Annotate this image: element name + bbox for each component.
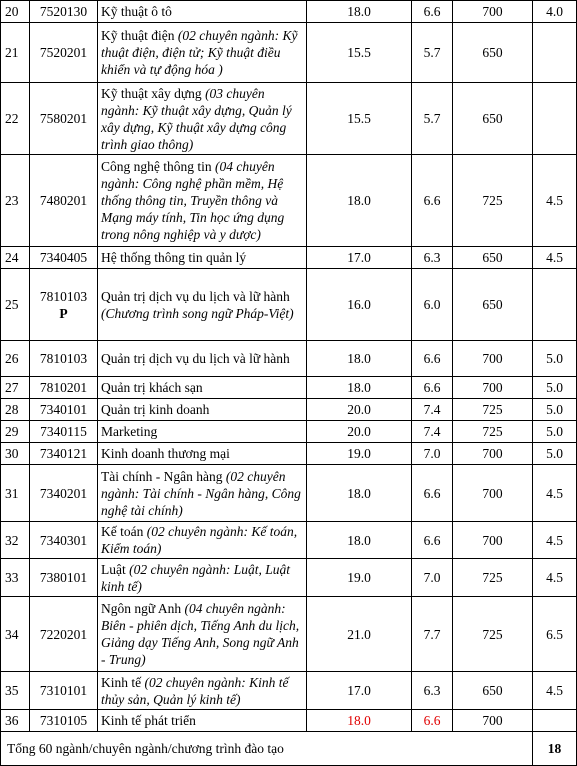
score-3: 700 <box>453 522 533 559</box>
score-2: 7.0 <box>412 559 453 597</box>
major-code <box>30 597 98 672</box>
major-name-text: Quản trị dịch vụ du lịch và lữ hành <box>101 288 290 304</box>
table-row <box>1 443 577 465</box>
major-code-text: 7340201 <box>39 485 88 501</box>
major-name <box>98 522 307 559</box>
score-2: 6.6 <box>412 522 453 559</box>
score-2: 6.6 <box>412 341 453 377</box>
score-1: 19.0 <box>307 443 412 465</box>
major-name-text: Ngôn ngữ Anh <box>101 601 185 616</box>
major-name-text: Quản trị kinh doanh <box>101 402 210 417</box>
major-specializations: (02 chuyên ngành: Kỹ thuật điện, điện tử; Kỹ thuật điều khiển và tự động hóa ) <box>101 28 298 77</box>
major-name <box>98 399 307 421</box>
score-4: 4.5 <box>533 672 577 710</box>
score-4: 5.0 <box>533 443 577 465</box>
major-specializations: (04 chuyên ngành: Biên - phiên dịch, Tiếng Anh du lịch, Giảng dạy Tiếng Anh, Song ngữ Anh - Trung) <box>101 601 300 667</box>
total-label: Tổng 60 ngành/chuyên ngành/chương trình đào tạo <box>1 732 533 766</box>
major-code-text: 7580201 <box>39 111 88 126</box>
major-specializations: (02 chuyên ngành: Kinh tế thủy sản, Quản lý kinh tế) <box>101 674 289 707</box>
major-specializations: (Chương trình song ngữ Pháp-Việt) <box>101 305 294 321</box>
major-name <box>98 377 307 399</box>
table-row <box>1 23 577 83</box>
score-3: 650 <box>453 23 533 83</box>
major-name <box>98 341 307 377</box>
row-number: 23 <box>1 155 30 247</box>
table-row <box>1 522 577 559</box>
score-3: 700 <box>453 1 533 23</box>
major-specializations: (04 chuyên ngành: Công nghệ phần mềm, Hệ thống thông tin, Truyền thông và Mạng máy tính, Tin học ứng dụng trong nông nghiệp và y dược) <box>101 159 285 242</box>
score-1: 20.0 <box>307 421 412 443</box>
table-row <box>1 672 577 710</box>
score-3: 725 <box>453 597 533 672</box>
score-2: 6.6 <box>412 710 453 732</box>
score-2: 6.6 <box>412 377 453 399</box>
major-name <box>98 1 307 23</box>
row-number: 31 <box>1 465 30 522</box>
major-code <box>30 710 98 732</box>
table-row <box>1 377 577 399</box>
score-1: 20.0 <box>307 399 412 421</box>
major-code-text: 7340405 <box>39 250 88 265</box>
score-2: 7.0 <box>412 443 453 465</box>
score-1: 19.0 <box>307 559 412 597</box>
major-name <box>98 83 307 155</box>
major-name <box>98 672 307 710</box>
major-code-text: 7220201 <box>39 626 88 642</box>
row-number: 27 <box>1 377 30 399</box>
score-4 <box>533 83 577 155</box>
score-3: 725 <box>453 155 533 247</box>
major-name <box>98 597 307 672</box>
score-4 <box>533 269 577 341</box>
score-4: 4.0 <box>533 1 577 23</box>
major-name <box>98 269 307 341</box>
major-code <box>30 247 98 269</box>
table-row <box>1 559 577 597</box>
score-2: 6.0 <box>412 269 453 341</box>
major-code-text: 7380101 <box>39 570 88 585</box>
score-2: 6.3 <box>412 672 453 710</box>
major-code <box>30 559 98 597</box>
row-number: 25 <box>1 269 30 341</box>
major-code-text: 7340301 <box>39 532 88 548</box>
major-name-text: Quản trị khách sạn <box>101 380 203 395</box>
score-3: 700 <box>453 710 533 732</box>
major-code <box>30 23 98 83</box>
score-2: 7.7 <box>412 597 453 672</box>
major-code-text: 7310105 <box>39 713 88 728</box>
score-4 <box>533 710 577 732</box>
score-1: 17.0 <box>307 247 412 269</box>
table-row <box>1 399 577 421</box>
major-name <box>98 443 307 465</box>
row-number: 30 <box>1 443 30 465</box>
table-row <box>1 1 577 23</box>
total-row <box>1 732 577 766</box>
major-name-text: Hệ thống thông tin quản lý <box>101 250 247 265</box>
table-row <box>1 83 577 155</box>
major-code <box>30 672 98 710</box>
row-number: 28 <box>1 399 30 421</box>
score-1: 18.0 <box>307 522 412 559</box>
score-2: 5.7 <box>412 83 453 155</box>
score-2: 7.4 <box>412 399 453 421</box>
score-4: 5.0 <box>533 377 577 399</box>
table-body <box>1 1 577 732</box>
score-4 <box>533 23 577 83</box>
score-4: 6.5 <box>533 597 577 672</box>
score-3: 700 <box>453 377 533 399</box>
major-code-text: 7340115 <box>40 424 87 439</box>
major-name-text: Kỹ thuật xây dựng <box>101 85 206 101</box>
score-2: 6.6 <box>412 465 453 522</box>
major-specializations: (02 chuyên ngành: Kế toán, Kiểm toán) <box>101 524 298 556</box>
major-name-text: Kỹ thuật ô tô <box>101 4 172 19</box>
major-code-text: 7340121 <box>39 446 88 461</box>
score-1: 18.0 <box>307 341 412 377</box>
major-name-text: Kinh tế <box>101 674 145 690</box>
score-3: 700 <box>453 465 533 522</box>
score-3: 700 <box>453 443 533 465</box>
score-4: 4.5 <box>533 247 577 269</box>
major-name <box>98 155 307 247</box>
row-number: 33 <box>1 559 30 597</box>
score-3: 650 <box>453 672 533 710</box>
major-name-text: Quản trị dịch vụ du lịch và lữ hành <box>101 351 290 366</box>
major-code-text: 7810201 <box>39 380 88 395</box>
major-code <box>30 269 98 341</box>
table-row <box>1 421 577 443</box>
major-name-text: Marketing <box>101 424 158 439</box>
score-1: 16.0 <box>307 269 412 341</box>
major-code-text: 7480201 <box>39 193 88 208</box>
table-row <box>1 155 577 247</box>
major-specializations: (02 chuyên ngành: Tài chính - Ngân hàng, Công nghệ tài chính) <box>101 468 301 518</box>
major-code <box>30 443 98 465</box>
major-code <box>30 83 98 155</box>
major-code-text: 7310101 <box>39 683 88 698</box>
major-name-text: Kỹ thuật điện <box>101 28 178 43</box>
table-row <box>1 465 577 522</box>
major-name <box>98 465 307 522</box>
major-name-text: Tài chính - Ngân hàng <box>101 468 226 484</box>
major-specializations: (02 chuyên ngành: Luật, Luật kinh tế) <box>101 561 290 594</box>
score-1: 15.5 <box>307 23 412 83</box>
score-4: 5.0 <box>533 399 577 421</box>
score-1: 18.0 <box>307 155 412 247</box>
major-name <box>98 23 307 83</box>
row-number: 29 <box>1 421 30 443</box>
score-4: 4.5 <box>533 155 577 247</box>
score-3: 650 <box>453 247 533 269</box>
score-3: 650 <box>453 83 533 155</box>
major-name-text: Kinh tế phát triển <box>101 713 196 728</box>
score-3: 725 <box>453 421 533 443</box>
score-4: 5.0 <box>533 421 577 443</box>
table-row <box>1 269 577 341</box>
major-name <box>98 710 307 732</box>
row-number: 20 <box>1 1 30 23</box>
score-1: 15.5 <box>307 83 412 155</box>
score-3: 725 <box>453 399 533 421</box>
score-3: 725 <box>453 559 533 597</box>
row-number: 32 <box>1 522 30 559</box>
row-number: 34 <box>1 597 30 672</box>
score-2: 7.4 <box>412 421 453 443</box>
major-code <box>30 341 98 377</box>
score-2: 6.6 <box>412 155 453 247</box>
major-name <box>98 559 307 597</box>
score-1: 18.0 <box>307 465 412 522</box>
score-1: 21.0 <box>307 597 412 672</box>
major-code <box>30 1 98 23</box>
major-name-text: Kế toán <box>101 524 147 539</box>
major-code <box>30 155 98 247</box>
row-number: 26 <box>1 341 30 377</box>
major-code <box>30 522 98 559</box>
major-code-text: 7810103 <box>39 288 88 304</box>
major-code-suffix: P <box>59 305 68 321</box>
major-code-text: 7810103 <box>39 351 88 366</box>
score-4: 4.5 <box>533 522 577 559</box>
major-name-text: Công nghệ thông tin <box>101 159 215 174</box>
major-code <box>30 377 98 399</box>
score-1: 17.0 <box>307 672 412 710</box>
score-4: 4.5 <box>533 559 577 597</box>
table-row <box>1 597 577 672</box>
major-name-text: Kinh doanh thương mại <box>101 446 230 461</box>
row-number: 36 <box>1 710 30 732</box>
major-name-text: Luật <box>101 561 130 577</box>
major-code-text: 7520201 <box>39 45 88 60</box>
score-1: 18.0 <box>307 1 412 23</box>
major-specializations: (03 chuyên ngành: Kỹ thuật xây dựng, Quản lý xây dựng, Kỹ thuật xây dựng công trình giao thông) <box>101 85 292 152</box>
table-row <box>1 341 577 377</box>
major-code <box>30 421 98 443</box>
major-name <box>98 421 307 443</box>
row-number: 22 <box>1 83 30 155</box>
score-1: 18.0 <box>307 377 412 399</box>
table-row <box>1 247 577 269</box>
row-number: 24 <box>1 247 30 269</box>
score-2: 6.6 <box>412 1 453 23</box>
score-1: 18.0 <box>307 710 412 732</box>
major-name <box>98 247 307 269</box>
total-value: 18 <box>533 732 577 766</box>
major-code-text: 7520130 <box>39 4 88 19</box>
table-row <box>1 710 577 732</box>
row-number: 21 <box>1 23 30 83</box>
score-4: 5.0 <box>533 341 577 377</box>
score-4: 4.5 <box>533 465 577 522</box>
score-2: 5.7 <box>412 23 453 83</box>
score-2: 6.3 <box>412 247 453 269</box>
score-3: 650 <box>453 269 533 341</box>
major-code <box>30 399 98 421</box>
score-3: 700 <box>453 341 533 377</box>
row-number: 35 <box>1 672 30 710</box>
major-code-text: 7340101 <box>39 402 88 417</box>
major-code <box>30 465 98 522</box>
